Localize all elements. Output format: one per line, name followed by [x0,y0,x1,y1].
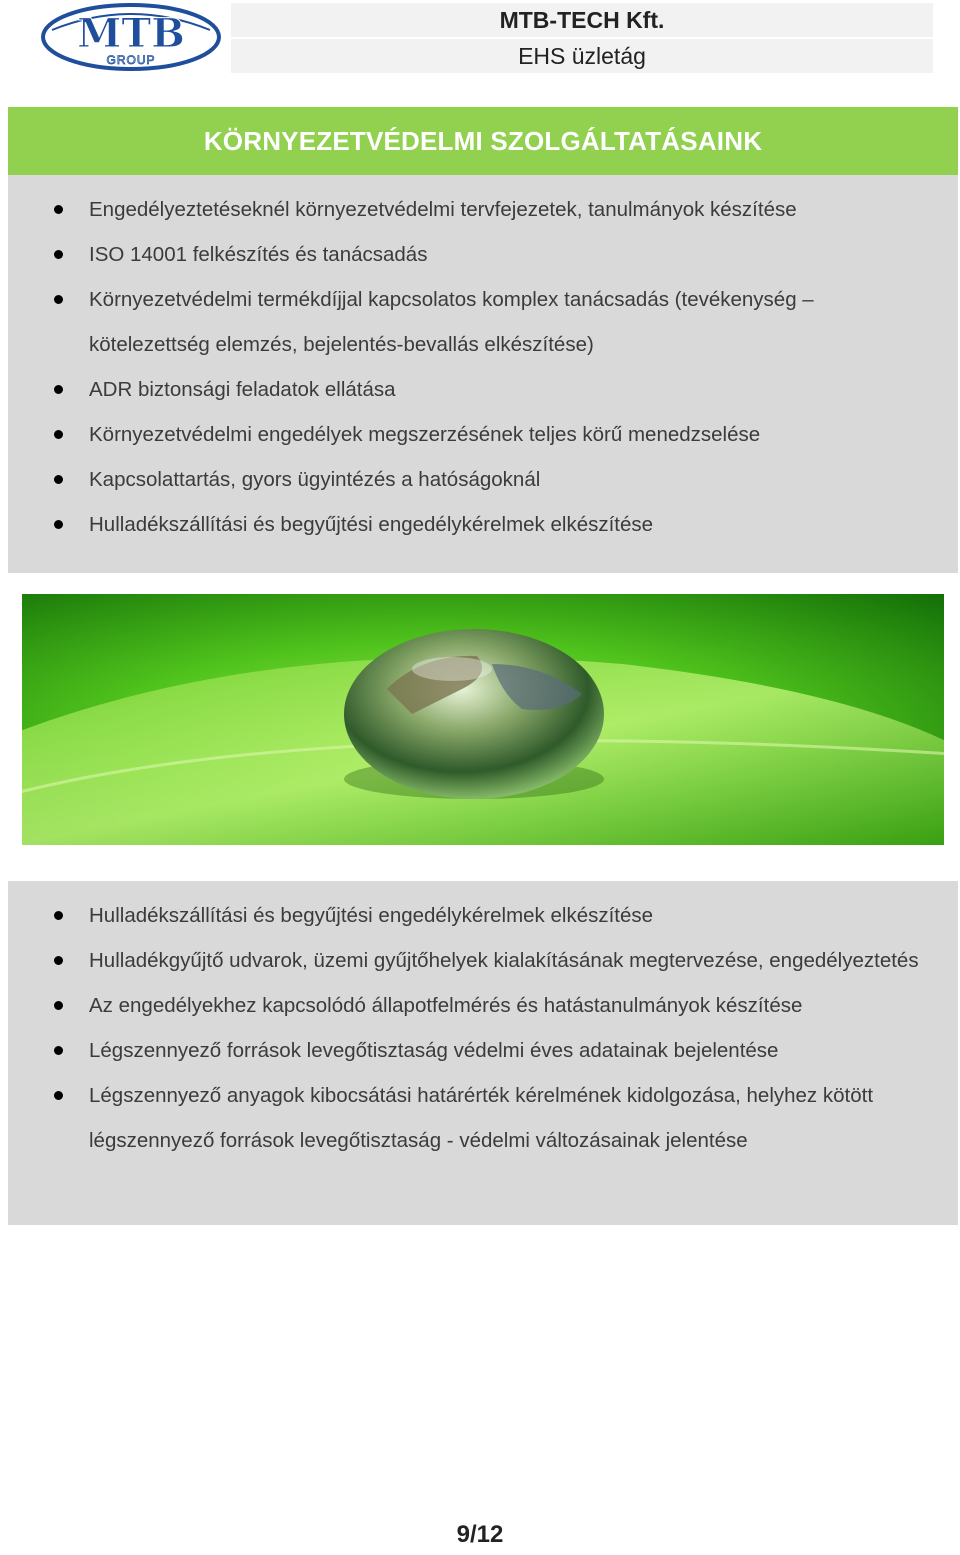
list-item: ADR biztonsági feladatok ellátása [8,367,958,412]
bullet-icon [54,1001,63,1010]
list-item: Kapcsolattartás, gyors ügyintézés a hatóságoknál [8,457,958,502]
mtb-group-logo [40,2,222,72]
bullet-icon [54,385,63,394]
services-panel-bottom [8,881,958,1225]
list-item: Légszennyező források levegőtisztaság védelmi éves adatainak bejelentése [8,1028,958,1073]
services-list-top [8,187,958,547]
list-item: Környezetvédelmi termékdíjjal kapcsolatos komplex tanácsadás (tevékenység – kötelezettség elemzés, bejelentés-bevallás elkészítése) [8,277,958,367]
bullet-icon [54,430,63,439]
services-panel-top [8,175,958,573]
bullet-icon [54,956,63,965]
bullet-icon [54,250,63,259]
list-item: Az engedélyekhez kapcsolódó állapotfelmérés és hatástanulmányok készítése [8,983,958,1028]
bullet-icon [54,475,63,484]
svg-text:GROUP: GROUP [106,53,156,67]
bullet-icon [54,1046,63,1055]
leaf-water-drop-image [22,594,944,845]
list-item: Hulladékszállítási és begyűjtési engedélykérelmek elkészítése [8,502,958,547]
list-item: Légszennyező anyagok kibocsátási határérték kérelmének kidolgozása, helyhez kötött légszennyező források levegőtisztaság - védelmi változásainak jelentése [8,1073,958,1163]
bullet-icon [54,295,63,304]
services-list-bottom [8,893,958,1163]
list-item: Hulladékgyűjtő udvarok, üzemi gyűjtőhelyek kialakításának megtervezése, engedélyeztetés [8,938,958,983]
list-item: Környezetvédelmi engedélyek megszerzésének teljes körű menedzselése [8,412,958,457]
bullet-icon [54,911,63,920]
company-header [231,3,933,73]
section-title-bar [8,107,958,175]
section-title: KÖRNYEZETVÉDELMI SZOLGÁLTATÁSAINK [203,125,763,156]
bullet-icon [54,520,63,529]
bullet-icon [54,205,63,214]
list-item: Hulladékszállítási és begyűjtési engedélykérelmek elkészítése [8,893,958,938]
list-item: ISO 14001 felkészítés és tanácsadás [8,232,958,277]
company-name: MTB-TECH Kft. [231,3,933,39]
list-item: Engedélyeztetéseknél környezetvédelmi tervfejezetek, tanulmányok készítése [8,187,958,232]
page-number: 9/12 [456,1521,504,1548]
svg-text:MTB: MTB [77,10,185,57]
division-name: EHS üzletág [518,42,646,69]
bullet-icon [54,1091,63,1100]
